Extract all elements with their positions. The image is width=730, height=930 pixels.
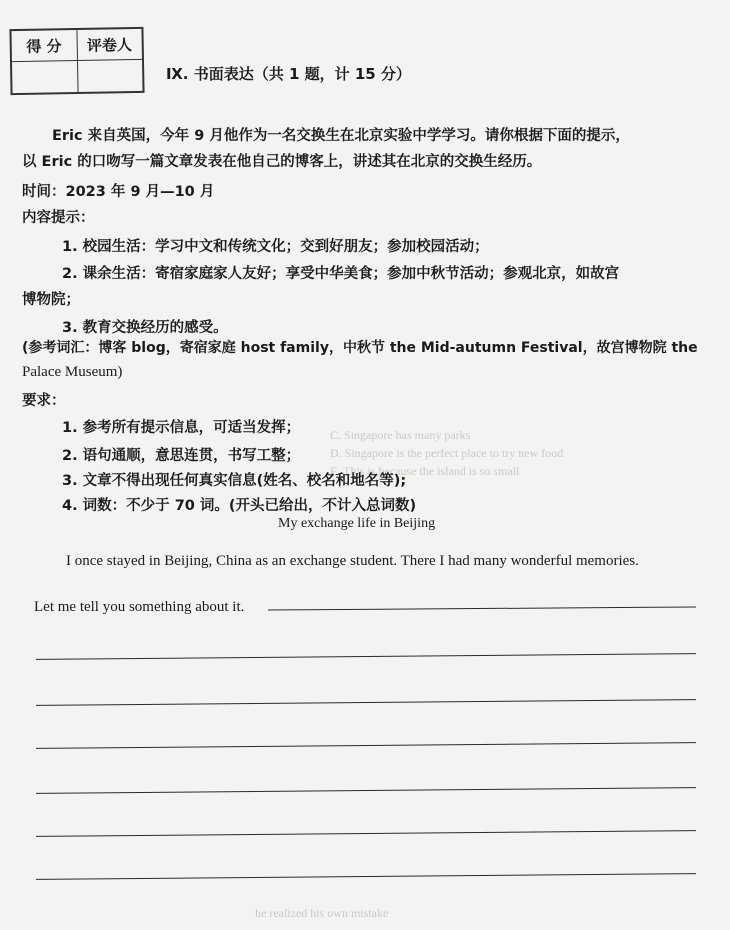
writing-line[interactable] xyxy=(36,830,696,837)
content-heading: 内容提示： xyxy=(22,210,95,226)
requirement-1: 1. 参考所有提示信息，可适当发挥； xyxy=(62,420,301,436)
requirement-2: 2. 语句通顺，意思连贯，书写工整； xyxy=(62,448,301,464)
hint-1: 1. 校园生活：学习中文和传统文化；交到好朋友；参加校园活动； xyxy=(62,239,489,255)
grader-cell[interactable] xyxy=(77,60,142,92)
requirement-3: 3. 文章不得出现任何真实信息(姓名、校名和地名等); xyxy=(62,473,407,489)
essay-opening-2: Let me tell you something about it. xyxy=(34,599,245,615)
time-line: 时间：2023 年 9 月—10 月 xyxy=(22,184,215,200)
hint-2-cont: 博物院； xyxy=(22,292,80,308)
bleed-through-text: he realized his own mistake xyxy=(255,906,389,920)
writing-line[interactable] xyxy=(36,742,696,749)
intro-line-2: 以 Eric 的口吻写一篇文章发表在他自己的博客上，讲述其在北京的交换生经历。 xyxy=(22,154,542,170)
intro-line-1: Eric 来自英国，今年 9 月他作为一名交换生在北京实验中学学习。请你根据下面的提示， xyxy=(52,128,630,144)
writing-line[interactable] xyxy=(268,607,696,611)
bleed-through-text: D. Singapore is the perfect place to try new food xyxy=(330,446,564,460)
grader-label: 评卷人 xyxy=(86,35,133,55)
writing-line[interactable] xyxy=(36,787,696,794)
writing-line[interactable] xyxy=(36,653,696,660)
requirements-heading: 要求： xyxy=(22,393,66,409)
essay-title: My exchange life in Beijing xyxy=(278,516,436,531)
section-title: Ⅸ. 书面表达（共 1 题，计 15 分） xyxy=(166,65,411,83)
score-label: 得 分 xyxy=(11,30,77,61)
essay-opening-1: I once stayed in Beijing, China as an exchange student. There I had many wonderful memories. xyxy=(66,553,639,569)
writing-line[interactable] xyxy=(36,699,696,706)
vocab-line-1: (参考词汇：博客 blog，寄宿家庭 host family，中秋节 the Mid-autumn Festival，故宫博物院 the xyxy=(22,340,698,356)
score-cell[interactable] xyxy=(12,61,78,93)
score-box xyxy=(9,27,144,95)
vocab-line-2: Palace Museum) xyxy=(22,364,123,380)
hint-2: 2. 课余生活：寄宿家庭家人友好；享受中华美食；参加中秋节活动；参观北京，如故宫 xyxy=(62,266,620,282)
bleed-through-text: C. Singapore has many parks xyxy=(330,428,471,442)
bleed-through-text: E. This is because the island is so small xyxy=(330,464,520,478)
requirement-4: 4. 词数：不少于 70 词。(开头已给出，不计入总词数) xyxy=(62,498,417,514)
writing-line[interactable] xyxy=(36,873,696,880)
hint-3: 3. 教育交换经历的感受。 xyxy=(62,320,228,336)
